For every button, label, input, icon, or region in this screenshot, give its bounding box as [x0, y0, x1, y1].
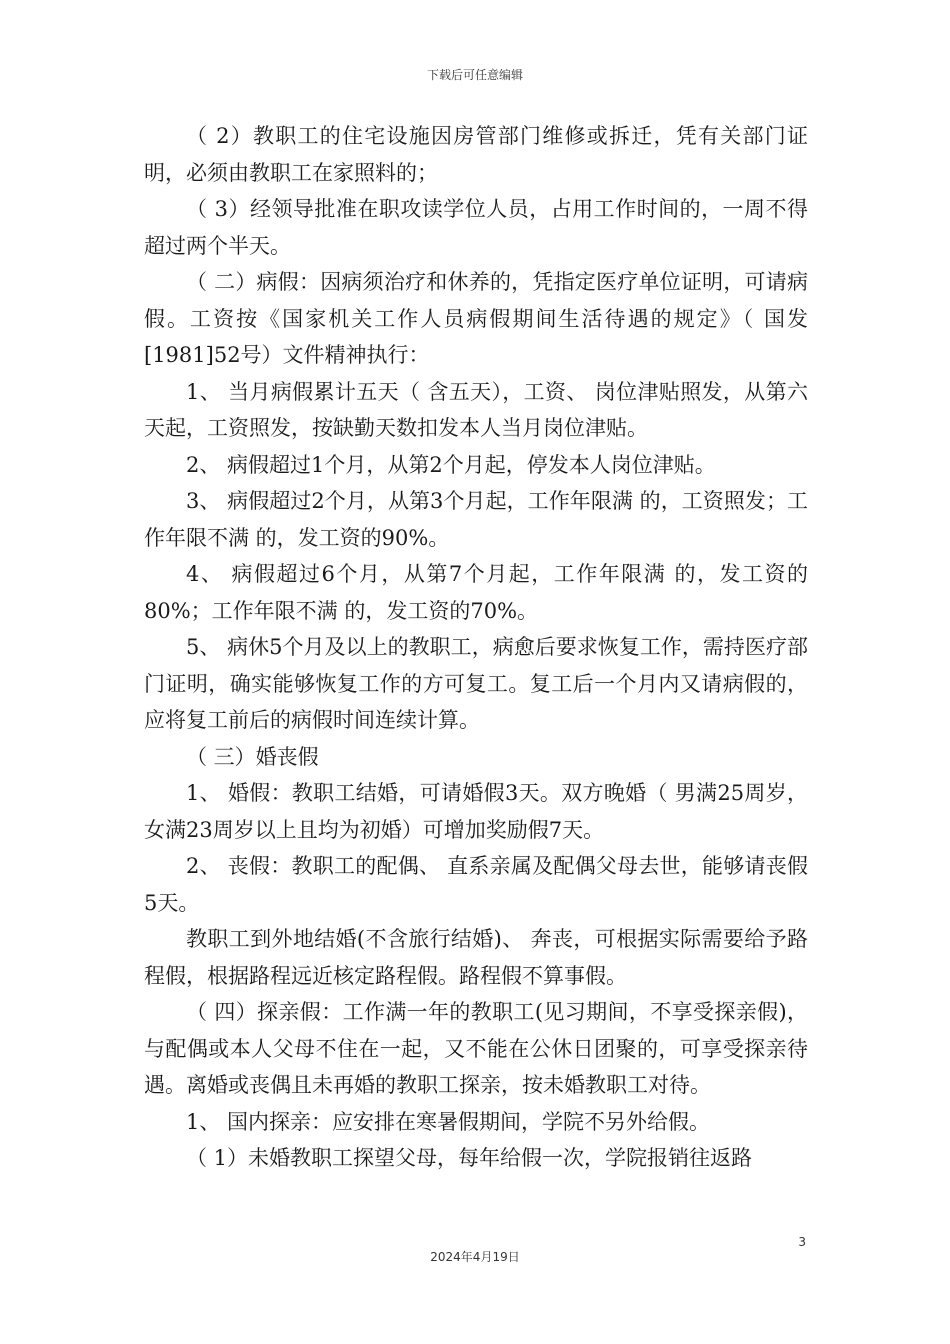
page-header: 下载后可任意编辑 [426, 68, 523, 82]
paragraph: 1、 婚假：教职工结婚，可请婚假3天。双方晚婚（ 男满25周岁，女满23周岁以上且均为初婚）可增加奖励假7天。 [144, 781, 808, 842]
paragraph: 3、 病假超过2个月，从第3个月起，工作年限满 的，工资照发；工作年限不满 的，发工资的90%。 [144, 489, 808, 550]
page-footer-date: 2024年4月19日 [430, 1250, 520, 1264]
paragraph: （ 2）教职工的住宅设施因房管部门维修或拆迁，凭有关部门证明，必须由教职工在家照料的； [144, 124, 808, 185]
paragraph: 5、 病休5个月及以上的教职工，病愈后要求恢复工作，需持医疗部门证明，确实能够恢复工作的方可复工。复工后一个月内又请病假的，应将复工前后的病假时间连续计算。 [144, 635, 808, 732]
paragraph: （ 3）经领导批准在职攻读学位人员，占用工作时间的，一周不得超过两个半天。 [144, 197, 808, 258]
paragraph: 1、 国内探亲：应安排在寒暑假期间，学院不另外给假。 [186, 1109, 711, 1134]
paragraph: （ 1）未婚教职工探望父母，每年给假一次，学院报销往返路 [186, 1146, 753, 1170]
paragraph: （ 四）探亲假：工作满一年的教职工(见习期间，不享受探亲假)，与配偶或本人父母不住在一起，又不能在公休日团聚的，可享受探亲待遇。离婚或丧偶且未再婚的教职工探亲，按未婚教职工对待。 [144, 1000, 808, 1097]
paragraph: 1、 当月病假累计五天（ 含五天），工资、 岗位津贴照发，从第六天起，工资照发，按缺勤天数扣发本人当月岗位津贴。 [144, 379, 808, 440]
paragraph: 2、 病假超过1个月，从第2个月起，停发本人岗位津贴。 [186, 452, 716, 477]
paragraph: 2、 丧假：教职工的配偶、 直系亲属及配偶父母去世，能够请丧假5天。 [144, 854, 808, 915]
paragraph: （ 二）病假：因病须治疗和休养的，凭指定医疗单位证明，可请病假。工资按《国家机关工作人员病假期间生活待遇的规定》（ 国发[1981]52号）文件精神执行： [144, 270, 808, 367]
paragraph: 教职工到外地结婚(不含旅行结婚)、 奔丧，可根据实际需要给予路程假，根据路程远近核定路程假。路程假不算事假。 [144, 927, 808, 988]
page-number: 3 [798, 1235, 806, 1249]
section-heading: （ 三）婚丧假 [186, 744, 319, 769]
document-body [144, 118, 808, 1177]
paragraph: 4、 病假超过6个月，从第7个月起，工作年限满 的，发工资的80%；工作年限不满 的，发工资的70%。 [144, 562, 808, 623]
